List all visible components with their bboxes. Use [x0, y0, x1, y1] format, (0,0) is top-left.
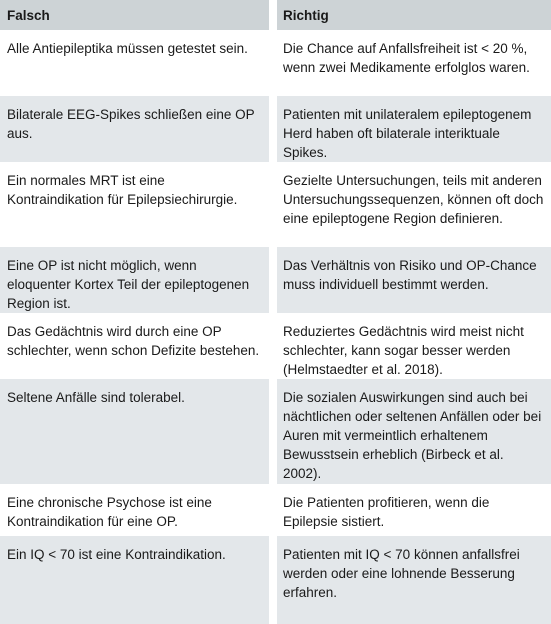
header-row	[0, 0, 551, 30]
cell-richtig: Die sozialen Auswirkungen sind auch bei nächtlichen oder seltenen Anfällen oder bei Auren mit vermeintlich erhaltenem Bewusstsein erheblich (Birbeck et al. 2002).	[273, 379, 551, 484]
cell-falsch: Ein IQ < 70 ist eine Kontraindikation.	[0, 536, 273, 624]
cell-richtig: Reduziertes Gedächtnis wird meist nicht schlechter, kann sogar besser werden (Helmstaedter et al. 2018).	[273, 313, 551, 379]
cell-falsch: Das Gedächtnis wird durch eine OP schlechter, wenn schon Defizite bestehen.	[0, 313, 273, 379]
cell-richtig: Patienten mit unilateralem epileptogenem Herd haben oft bilaterale interiktuale Spikes.	[273, 96, 551, 162]
cell-falsch: Eine chronische Psychose ist eine Kontraindikation für eine OP.	[0, 484, 273, 536]
cell-richtig: Patienten mit IQ < 70 können anfallsfrei werden oder eine lohnende Besserung erfahren.	[273, 536, 551, 624]
cell-falsch: Bilaterale EEG-Spikes schließen eine OP aus.	[0, 96, 273, 162]
table-row	[0, 30, 551, 96]
table-row	[0, 484, 551, 536]
header-richtig: Richtig	[273, 0, 551, 30]
table-row	[0, 313, 551, 379]
cell-richtig: Das Verhältnis von Risiko und OP-Chance muss individuell bestimmt werden.	[273, 247, 551, 313]
table-row	[0, 96, 551, 162]
cell-falsch: Ein normales MRT ist eine Kontraindikation für Epilepsiechirurgie.	[0, 162, 273, 247]
header-falsch: Falsch	[0, 0, 273, 30]
cell-richtig: Die Patienten profitieren, wenn die Epilepsie sistiert.	[273, 484, 551, 536]
cell-richtig: Gezielte Untersuchungen, teils mit anderen Untersuchungssequenzen, können oft doch eine epileptogene Region definieren.	[273, 162, 551, 247]
table-row	[0, 247, 551, 313]
table-row	[0, 536, 551, 624]
cell-richtig: Die Chance auf Anfallsfreiheit ist < 20 %, wenn zwei Medikamente erfolglos waren.	[273, 30, 551, 96]
table-row	[0, 162, 551, 247]
table-row	[0, 379, 551, 484]
cell-falsch: Eine OP ist nicht möglich, wenn eloquenter Kortex Teil der epileptogenen Region ist.	[0, 247, 273, 313]
cell-falsch: Alle Antiepileptika müssen getestet sein.	[0, 30, 273, 96]
cell-falsch: Seltene Anfälle sind tolerabel.	[0, 379, 273, 484]
